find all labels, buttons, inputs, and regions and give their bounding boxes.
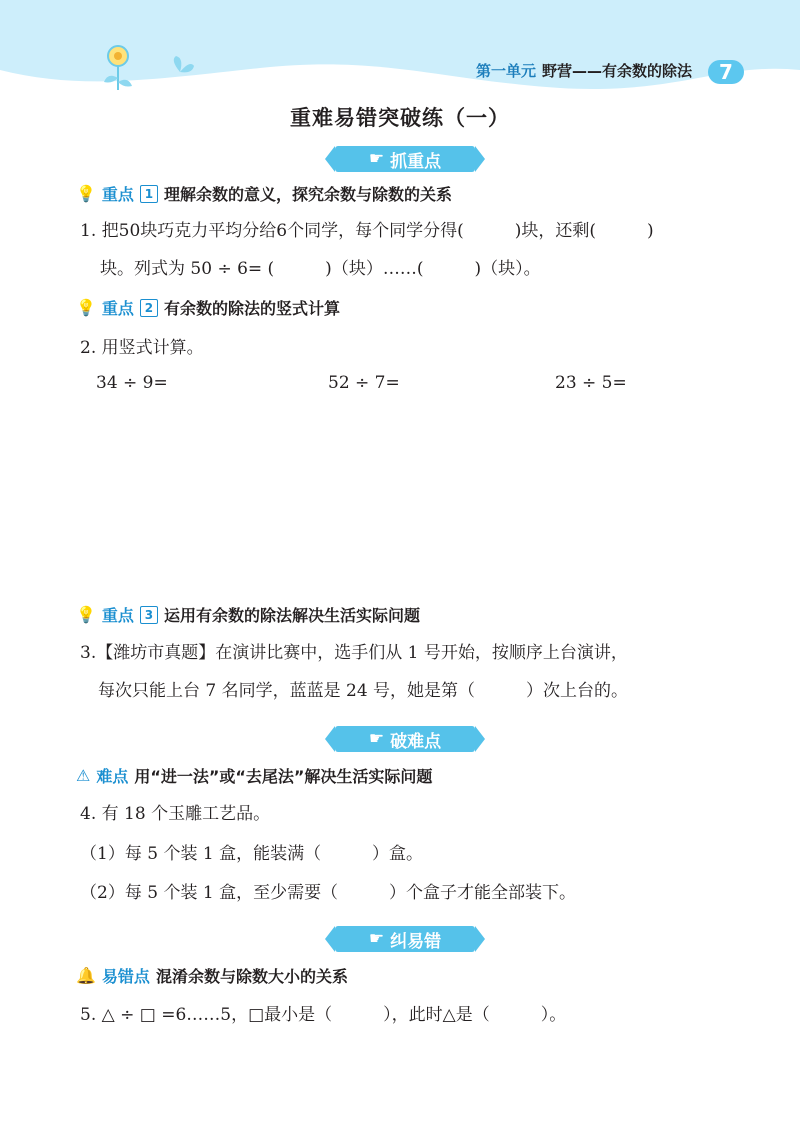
point-text: 混淆余数与除数大小的关系: [155, 967, 348, 986]
point-tag: 重点: [101, 185, 134, 204]
error-point-heading: [76, 964, 348, 987]
section-banner-hard-label: 破难点: [390, 731, 442, 752]
header-wave-band: [0, 0, 800, 110]
calc-3: 23 ÷ 5=: [555, 373, 627, 393]
section-banner-error-label: 纠易错: [390, 931, 442, 952]
section-banner-key-label: 抓重点: [390, 151, 442, 172]
pointing-hand-icon: ☛: [368, 149, 385, 169]
lightbulb-icon: 💡: [76, 184, 96, 203]
lightbulb-icon: 💡: [76, 605, 96, 624]
point-heading-1: [76, 182, 452, 205]
bell-icon: 🔔: [76, 966, 96, 985]
page-number: 7: [708, 60, 744, 84]
page-title: 重难易错突破练（一）: [290, 106, 510, 130]
calc-1: 34 ÷ 9=: [96, 373, 168, 393]
question-2: 2. 用竖式计算。: [80, 338, 204, 358]
point-heading-3: [76, 603, 420, 626]
point-number: 1: [140, 185, 158, 203]
pointing-hand-icon: ☛: [368, 729, 385, 749]
question-4: 4. 有 18 个玉雕工艺品。: [80, 804, 271, 824]
question-5: 5. △ ÷ □ =6……5，□最小是（ ），此时△是（ ）。: [80, 1005, 567, 1025]
section-banner-error: [335, 926, 475, 952]
calc-2: 52 ÷ 7=: [328, 373, 400, 393]
point-text: 有余数的除法的竖式计算: [163, 299, 340, 318]
point-tag: 重点: [101, 299, 134, 318]
point-text: 用“进一法”或“去尾法”解决生活实际问题: [134, 767, 433, 786]
question-3-line-2: 每次只能上台 7 名同学，蓝蓝是 24 号，她是第（ ）次上台的。: [98, 681, 629, 701]
question-4-2: （2）每 5 个装 1 盒，至少需要（ ）个盒子才能全部装下。: [80, 883, 577, 903]
point-tag: 难点: [96, 767, 129, 786]
question-3-line-1: 3.【潍坊市真题】在演讲比赛中，选手们从 1 号开始，按顺序上台演讲，: [80, 643, 628, 663]
point-heading-2: [76, 296, 340, 319]
section-banner-key: [335, 146, 475, 172]
section-banner-hard: [335, 726, 475, 752]
point-tag: 易错点: [101, 967, 150, 986]
warning-triangle-icon: ⚠: [76, 766, 91, 785]
point-tag: 重点: [101, 606, 134, 625]
point-text: 理解余数的意义，探究余数与除数的关系: [163, 185, 452, 204]
header-unit-info: [476, 60, 692, 81]
question-1-line-1: 1. 把50块巧克力平均分给6个同学，每个同学分得( )块，还剩( ): [80, 221, 654, 241]
unit-topic: 野营——有余数的除法: [541, 62, 692, 80]
lightbulb-icon: 💡: [76, 298, 96, 317]
question-1-line-2: 块。列式为 50 ÷ 6= ( )（块）……( )（块）。: [100, 259, 541, 279]
point-number: 2: [140, 299, 158, 317]
point-number: 3: [140, 606, 158, 624]
hard-point-heading: [76, 764, 432, 787]
pointing-hand-icon: ☛: [368, 929, 385, 949]
question-4-1: （1）每 5 个装 1 盒，能装满（ ）盒。: [80, 844, 424, 864]
unit-label: 第一单元: [475, 62, 536, 80]
point-text: 运用有余数的除法解决生活实际问题: [163, 606, 420, 625]
